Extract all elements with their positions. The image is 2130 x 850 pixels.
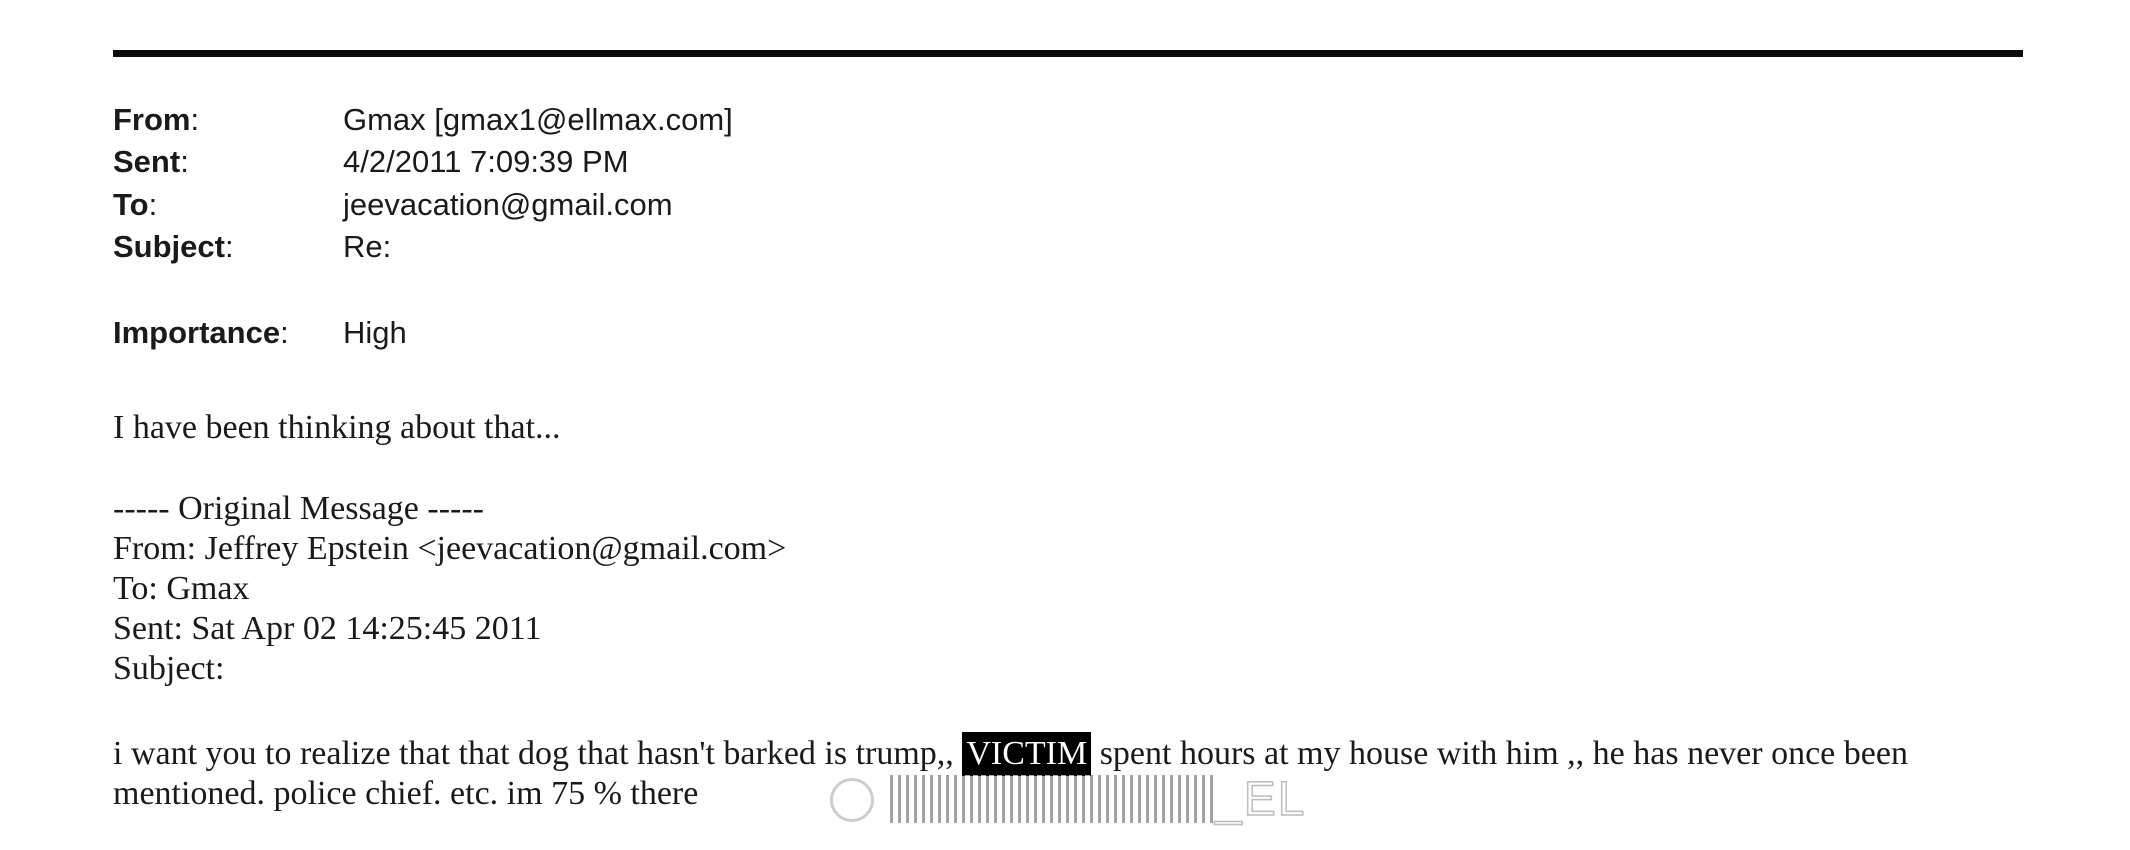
redaction-box: VICTIM — [962, 732, 1091, 776]
watermark-barcode-icon — [885, 775, 1215, 823]
to-label: To — [113, 187, 149, 222]
original-subject: Subject: — [113, 650, 225, 687]
reply-text: I have been thinking about that... — [113, 409, 561, 446]
original-from: From: Jeffrey Epstein <jeevacation@gmail.com> — [113, 530, 787, 567]
original-body-line-1: i want you to realize that that dog that hasn't barked is trump,, VICTIM spent hours at my house with him ,, he has never once been — [113, 732, 1908, 776]
from-value: Gmax [gmax1@ellmax.com] — [343, 102, 733, 137]
to-value: jeevacation@gmail.com — [343, 187, 673, 222]
top-rule — [113, 50, 2023, 57]
original-separator: ----- Original Message ----- — [113, 490, 484, 527]
subject-label: Subject — [113, 229, 225, 264]
subject-value: Re: — [343, 229, 392, 264]
from-label: From — [113, 102, 191, 137]
watermark-circle-icon — [830, 778, 874, 822]
original-to: To: Gmax — [113, 570, 250, 607]
importance-value: High — [343, 315, 407, 350]
original-sent: Sent: Sat Apr 02 14:25:45 2011 — [113, 610, 542, 647]
sent-value: 4/2/2011 7:09:39 PM — [343, 144, 629, 179]
original-body-line-2: mentioned. police chief. etc. im 75 % there — [113, 775, 699, 812]
sent-label: Sent — [113, 144, 181, 179]
watermark-text: _EL — [1215, 773, 1307, 826]
importance-label: Importance — [113, 315, 281, 350]
watermark — [830, 773, 1307, 826]
